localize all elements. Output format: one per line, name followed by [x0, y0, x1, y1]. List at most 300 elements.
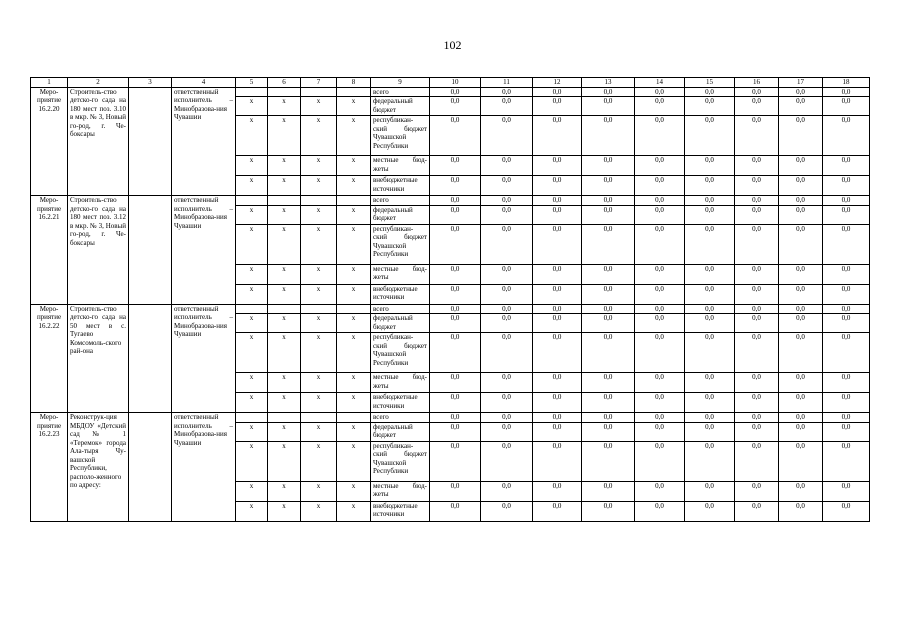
code-cell: х	[301, 422, 337, 441]
value-cell: 0,0	[533, 97, 582, 116]
column-header: 8	[337, 78, 371, 88]
value-cell: 0,0	[481, 314, 533, 333]
event-title: Строитель-ство детско-го сада на 180 мест поз. 3.10 в мкр. № 3, Новый го-род, г. Че-боксары	[68, 87, 129, 196]
code-cell	[268, 413, 301, 423]
code-cell: х	[268, 441, 301, 481]
value-cell: 0,0	[779, 116, 823, 156]
code-cell: х	[236, 481, 268, 501]
event-title: Строитель-ство детско-го сада на 50 мест в с. Тугаево Комсомоль-ского рай-она	[68, 304, 129, 413]
value-cell: 0,0	[481, 116, 533, 156]
funding-source: местные бюд-жеты	[371, 264, 430, 284]
code-cell: х	[301, 393, 337, 413]
funding-source: федеральный бюджет	[371, 314, 430, 333]
value-cell: 0,0	[779, 284, 823, 304]
code-cell	[236, 87, 268, 97]
value-cell: 0,0	[779, 333, 823, 373]
value-cell: 0,0	[533, 224, 582, 264]
value-cell: 0,0	[430, 224, 481, 264]
value-cell: 0,0	[685, 393, 735, 413]
funding-source: федеральный бюджет	[371, 422, 430, 441]
code-cell: х	[236, 176, 268, 196]
value-cell: 0,0	[481, 413, 533, 423]
value-cell: 0,0	[533, 304, 582, 314]
table-row	[31, 304, 870, 314]
value-cell: 0,0	[533, 284, 582, 304]
value-cell: 0,0	[735, 205, 779, 224]
code-cell	[236, 304, 268, 314]
value-cell: 0,0	[430, 264, 481, 284]
value-cell: 0,0	[430, 196, 481, 206]
code-cell: х	[301, 97, 337, 116]
column-header: 1	[31, 78, 68, 88]
value-cell: 0,0	[823, 481, 870, 501]
code-cell: х	[268, 264, 301, 284]
column-header: 6	[268, 78, 301, 88]
code-cell: х	[236, 333, 268, 373]
value-cell: 0,0	[533, 373, 582, 393]
code-cell: х	[236, 501, 268, 521]
code-cell: х	[268, 97, 301, 116]
code-cell: х	[301, 116, 337, 156]
value-cell: 0,0	[735, 441, 779, 481]
code-cell: х	[268, 116, 301, 156]
value-cell: 0,0	[635, 97, 685, 116]
code-cell	[301, 196, 337, 206]
value-cell: 0,0	[635, 116, 685, 156]
value-cell: 0,0	[481, 422, 533, 441]
value-cell: 0,0	[735, 264, 779, 284]
code-cell: х	[268, 176, 301, 196]
value-cell: 0,0	[533, 176, 582, 196]
value-cell: 0,0	[430, 373, 481, 393]
code-cell: х	[337, 333, 371, 373]
column-header: 5	[236, 78, 268, 88]
code-cell	[301, 413, 337, 423]
code-cell	[337, 196, 371, 206]
value-cell: 0,0	[635, 156, 685, 176]
code-cell: х	[236, 156, 268, 176]
value-cell: 0,0	[582, 196, 635, 206]
value-cell: 0,0	[823, 373, 870, 393]
code-cell: х	[337, 373, 371, 393]
code-cell	[236, 196, 268, 206]
funding-source: федеральный бюджет	[371, 205, 430, 224]
value-cell: 0,0	[823, 501, 870, 521]
value-cell: 0,0	[685, 196, 735, 206]
value-cell: 0,0	[735, 373, 779, 393]
code-cell	[268, 196, 301, 206]
value-cell: 0,0	[735, 224, 779, 264]
code-cell: х	[268, 481, 301, 501]
value-cell: 0,0	[685, 264, 735, 284]
code-cell: х	[268, 393, 301, 413]
event-executor: ответственный исполнитель – Минобразова-ния Чувашии	[172, 196, 236, 305]
value-cell: 0,0	[481, 224, 533, 264]
value-cell: 0,0	[635, 481, 685, 501]
funding-source: внебюджетные источники	[371, 501, 430, 521]
code-cell: х	[337, 116, 371, 156]
column-header: 7	[301, 78, 337, 88]
value-cell: 0,0	[582, 156, 635, 176]
value-cell: 0,0	[823, 205, 870, 224]
value-cell: 0,0	[582, 314, 635, 333]
value-cell: 0,0	[823, 176, 870, 196]
column-header: 17	[779, 78, 823, 88]
value-cell: 0,0	[582, 284, 635, 304]
code-cell	[301, 87, 337, 97]
value-cell: 0,0	[430, 393, 481, 413]
value-cell: 0,0	[779, 156, 823, 176]
funding-source: внебюджетные источники	[371, 176, 430, 196]
value-cell: 0,0	[635, 393, 685, 413]
column-header: 14	[635, 78, 685, 88]
value-cell: 0,0	[481, 304, 533, 314]
table-row	[31, 413, 870, 423]
value-cell: 0,0	[779, 196, 823, 206]
value-cell: 0,0	[685, 373, 735, 393]
code-cell: х	[337, 97, 371, 116]
value-cell: 0,0	[823, 413, 870, 423]
funding-source: всего	[371, 413, 430, 423]
value-cell: 0,0	[823, 97, 870, 116]
value-cell: 0,0	[635, 284, 685, 304]
column-header: 3	[129, 78, 172, 88]
value-cell: 0,0	[481, 393, 533, 413]
code-cell: х	[301, 176, 337, 196]
page-number: 102	[443, 38, 462, 52]
code-cell: х	[301, 501, 337, 521]
funding-source: местные бюд-жеты	[371, 481, 430, 501]
code-cell: х	[268, 284, 301, 304]
code-cell: х	[337, 264, 371, 284]
value-cell: 0,0	[779, 314, 823, 333]
value-cell: 0,0	[685, 501, 735, 521]
code-cell: х	[236, 314, 268, 333]
code-cell	[301, 304, 337, 314]
value-cell: 0,0	[823, 87, 870, 97]
code-cell: х	[236, 264, 268, 284]
value-cell: 0,0	[685, 97, 735, 116]
value-cell: 0,0	[685, 413, 735, 423]
value-cell: 0,0	[481, 373, 533, 393]
code-cell: х	[337, 393, 371, 413]
value-cell: 0,0	[582, 87, 635, 97]
funding-source: республикан-ский бюджет Чувашской Республики	[371, 116, 430, 156]
value-cell: 0,0	[779, 413, 823, 423]
value-cell: 0,0	[735, 97, 779, 116]
code-cell: х	[337, 481, 371, 501]
event-id: Меро-приятие 16.2.23	[31, 413, 68, 522]
value-cell: 0,0	[735, 422, 779, 441]
code-cell	[268, 87, 301, 97]
value-cell: 0,0	[685, 116, 735, 156]
value-cell: 0,0	[823, 304, 870, 314]
value-cell: 0,0	[635, 176, 685, 196]
code-cell	[337, 304, 371, 314]
code-cell: х	[236, 224, 268, 264]
funding-source: республикан-ский бюджет Чувашской Республики	[371, 224, 430, 264]
funding-source: всего	[371, 87, 430, 97]
value-cell: 0,0	[635, 422, 685, 441]
code-cell: х	[337, 501, 371, 521]
value-cell: 0,0	[430, 205, 481, 224]
value-cell: 0,0	[823, 441, 870, 481]
value-cell: 0,0	[481, 501, 533, 521]
value-cell: 0,0	[823, 196, 870, 206]
funding-source: всего	[371, 304, 430, 314]
code-cell: х	[236, 116, 268, 156]
value-cell: 0,0	[685, 304, 735, 314]
event-col3	[129, 304, 172, 413]
code-cell: х	[337, 284, 371, 304]
value-cell: 0,0	[430, 413, 481, 423]
value-cell: 0,0	[582, 176, 635, 196]
funding-source: местные бюд-жеты	[371, 156, 430, 176]
value-cell: 0,0	[779, 205, 823, 224]
code-cell: х	[236, 205, 268, 224]
funding-source: всего	[371, 196, 430, 206]
code-cell: х	[236, 393, 268, 413]
code-cell: х	[268, 224, 301, 264]
value-cell: 0,0	[481, 284, 533, 304]
value-cell: 0,0	[735, 116, 779, 156]
value-cell: 0,0	[635, 501, 685, 521]
event-executor: ответственный исполнитель – Минобразова-ния Чувашии	[172, 304, 236, 413]
value-cell: 0,0	[685, 156, 735, 176]
event-col3	[129, 196, 172, 305]
value-cell: 0,0	[481, 156, 533, 176]
value-cell: 0,0	[779, 264, 823, 284]
code-cell: х	[301, 156, 337, 176]
value-cell: 0,0	[735, 156, 779, 176]
value-cell: 0,0	[635, 333, 685, 373]
value-cell: 0,0	[430, 116, 481, 156]
code-cell: х	[301, 205, 337, 224]
value-cell: 0,0	[779, 422, 823, 441]
value-cell: 0,0	[582, 116, 635, 156]
value-cell: 0,0	[430, 422, 481, 441]
code-cell: х	[268, 333, 301, 373]
value-cell: 0,0	[685, 422, 735, 441]
column-header: 15	[685, 78, 735, 88]
value-cell: 0,0	[635, 196, 685, 206]
value-cell: 0,0	[533, 156, 582, 176]
value-cell: 0,0	[430, 314, 481, 333]
value-cell: 0,0	[582, 205, 635, 224]
value-cell: 0,0	[779, 97, 823, 116]
value-cell: 0,0	[533, 264, 582, 284]
column-header: 12	[533, 78, 582, 88]
value-cell: 0,0	[533, 393, 582, 413]
event-col3	[129, 87, 172, 196]
column-header: 9	[371, 78, 430, 88]
code-cell: х	[337, 156, 371, 176]
code-cell	[268, 304, 301, 314]
value-cell: 0,0	[823, 224, 870, 264]
column-header: 18	[823, 78, 870, 88]
value-cell: 0,0	[635, 205, 685, 224]
value-cell: 0,0	[481, 196, 533, 206]
code-cell: х	[301, 284, 337, 304]
code-cell: х	[337, 205, 371, 224]
value-cell: 0,0	[582, 393, 635, 413]
code-cell: х	[301, 333, 337, 373]
value-cell: 0,0	[430, 333, 481, 373]
funding-source: местные бюд-жеты	[371, 373, 430, 393]
column-header: 13	[582, 78, 635, 88]
code-cell: х	[337, 176, 371, 196]
event-id: Меро-приятие 16.2.20	[31, 87, 68, 196]
value-cell: 0,0	[685, 87, 735, 97]
value-cell: 0,0	[582, 304, 635, 314]
code-cell: х	[268, 156, 301, 176]
value-cell: 0,0	[481, 481, 533, 501]
value-cell: 0,0	[582, 441, 635, 481]
value-cell: 0,0	[823, 314, 870, 333]
value-cell: 0,0	[481, 97, 533, 116]
value-cell: 0,0	[533, 333, 582, 373]
value-cell: 0,0	[685, 481, 735, 501]
value-cell: 0,0	[533, 116, 582, 156]
value-cell: 0,0	[533, 422, 582, 441]
value-cell: 0,0	[823, 393, 870, 413]
value-cell: 0,0	[735, 501, 779, 521]
column-header: 16	[735, 78, 779, 88]
event-id: Меро-приятие 16.2.21	[31, 196, 68, 305]
value-cell: 0,0	[735, 314, 779, 333]
funding-source: федеральный бюджет	[371, 97, 430, 116]
value-cell: 0,0	[779, 304, 823, 314]
value-cell: 0,0	[635, 264, 685, 284]
value-cell: 0,0	[430, 87, 481, 97]
funding-source: республикан-ский бюджет Чувашской Республики	[371, 441, 430, 481]
event-title: Строитель-ство детско-го сада на 180 мест поз. 3.12 в мкр. № 3, Новый го-род, г. Че-боксары	[68, 196, 129, 305]
value-cell: 0,0	[533, 481, 582, 501]
code-cell: х	[337, 422, 371, 441]
code-cell: х	[236, 422, 268, 441]
value-cell: 0,0	[685, 205, 735, 224]
value-cell: 0,0	[582, 422, 635, 441]
value-cell: 0,0	[685, 314, 735, 333]
value-cell: 0,0	[635, 304, 685, 314]
code-cell: х	[236, 97, 268, 116]
code-cell: х	[301, 224, 337, 264]
value-cell: 0,0	[735, 393, 779, 413]
code-cell: х	[268, 422, 301, 441]
value-cell: 0,0	[635, 373, 685, 393]
value-cell: 0,0	[481, 205, 533, 224]
value-cell: 0,0	[823, 264, 870, 284]
column-header: 10	[430, 78, 481, 88]
code-cell	[337, 413, 371, 423]
event-title: Реконструк-ция МБДОУ «Детский сад № 1 «Теремок» города Ала-тыря Чу-вашской Республики, располо-женного по адресу:	[68, 413, 129, 522]
value-cell: 0,0	[430, 441, 481, 481]
value-cell: 0,0	[481, 176, 533, 196]
value-cell: 0,0	[779, 501, 823, 521]
value-cell: 0,0	[635, 87, 685, 97]
value-cell: 0,0	[533, 314, 582, 333]
code-cell: х	[337, 224, 371, 264]
value-cell: 0,0	[582, 501, 635, 521]
event-executor: ответственный исполнитель – Минобразова-ния Чувашии	[172, 87, 236, 196]
table-row	[31, 87, 870, 97]
header-row	[31, 78, 870, 88]
value-cell: 0,0	[481, 264, 533, 284]
value-cell: 0,0	[430, 284, 481, 304]
code-cell: х	[268, 501, 301, 521]
value-cell: 0,0	[430, 304, 481, 314]
value-cell: 0,0	[533, 87, 582, 97]
value-cell: 0,0	[735, 196, 779, 206]
event-id: Меро-приятие 16.2.22	[31, 304, 68, 413]
column-header: 11	[481, 78, 533, 88]
value-cell: 0,0	[430, 97, 481, 116]
value-cell: 0,0	[582, 264, 635, 284]
table-body	[31, 78, 870, 522]
value-cell: 0,0	[582, 224, 635, 264]
value-cell: 0,0	[533, 205, 582, 224]
funding-source: внебюджетные источники	[371, 284, 430, 304]
value-cell: 0,0	[735, 481, 779, 501]
value-cell: 0,0	[481, 333, 533, 373]
budget-table	[30, 77, 870, 522]
value-cell: 0,0	[582, 413, 635, 423]
value-cell: 0,0	[430, 156, 481, 176]
code-cell: х	[301, 441, 337, 481]
value-cell: 0,0	[685, 224, 735, 264]
event-executor: ответственный исполнитель – Минобразова-ния Чувашии	[172, 413, 236, 522]
value-cell: 0,0	[533, 196, 582, 206]
value-cell: 0,0	[735, 176, 779, 196]
value-cell: 0,0	[481, 87, 533, 97]
value-cell: 0,0	[533, 413, 582, 423]
value-cell: 0,0	[779, 481, 823, 501]
value-cell: 0,0	[430, 501, 481, 521]
value-cell: 0,0	[635, 441, 685, 481]
column-header: 4	[172, 78, 236, 88]
value-cell: 0,0	[823, 156, 870, 176]
value-cell: 0,0	[823, 422, 870, 441]
value-cell: 0,0	[582, 333, 635, 373]
value-cell: 0,0	[582, 97, 635, 116]
value-cell: 0,0	[735, 87, 779, 97]
code-cell: х	[337, 441, 371, 481]
value-cell: 0,0	[735, 284, 779, 304]
value-cell: 0,0	[779, 441, 823, 481]
value-cell: 0,0	[533, 501, 582, 521]
code-cell: х	[268, 314, 301, 333]
value-cell: 0,0	[582, 373, 635, 393]
code-cell	[236, 413, 268, 423]
funding-source: республикан-ский бюджет Чувашской Республики	[371, 333, 430, 373]
value-cell: 0,0	[635, 314, 685, 333]
value-cell: 0,0	[430, 481, 481, 501]
value-cell: 0,0	[635, 413, 685, 423]
value-cell: 0,0	[823, 333, 870, 373]
value-cell: 0,0	[779, 176, 823, 196]
code-cell: х	[301, 373, 337, 393]
code-cell: х	[337, 314, 371, 333]
value-cell: 0,0	[635, 224, 685, 264]
value-cell: 0,0	[823, 116, 870, 156]
funding-source: внебюджетные источники	[371, 393, 430, 413]
value-cell: 0,0	[779, 393, 823, 413]
value-cell: 0,0	[430, 176, 481, 196]
table-row	[31, 196, 870, 206]
event-col3	[129, 413, 172, 522]
value-cell: 0,0	[685, 176, 735, 196]
column-header: 2	[68, 78, 129, 88]
